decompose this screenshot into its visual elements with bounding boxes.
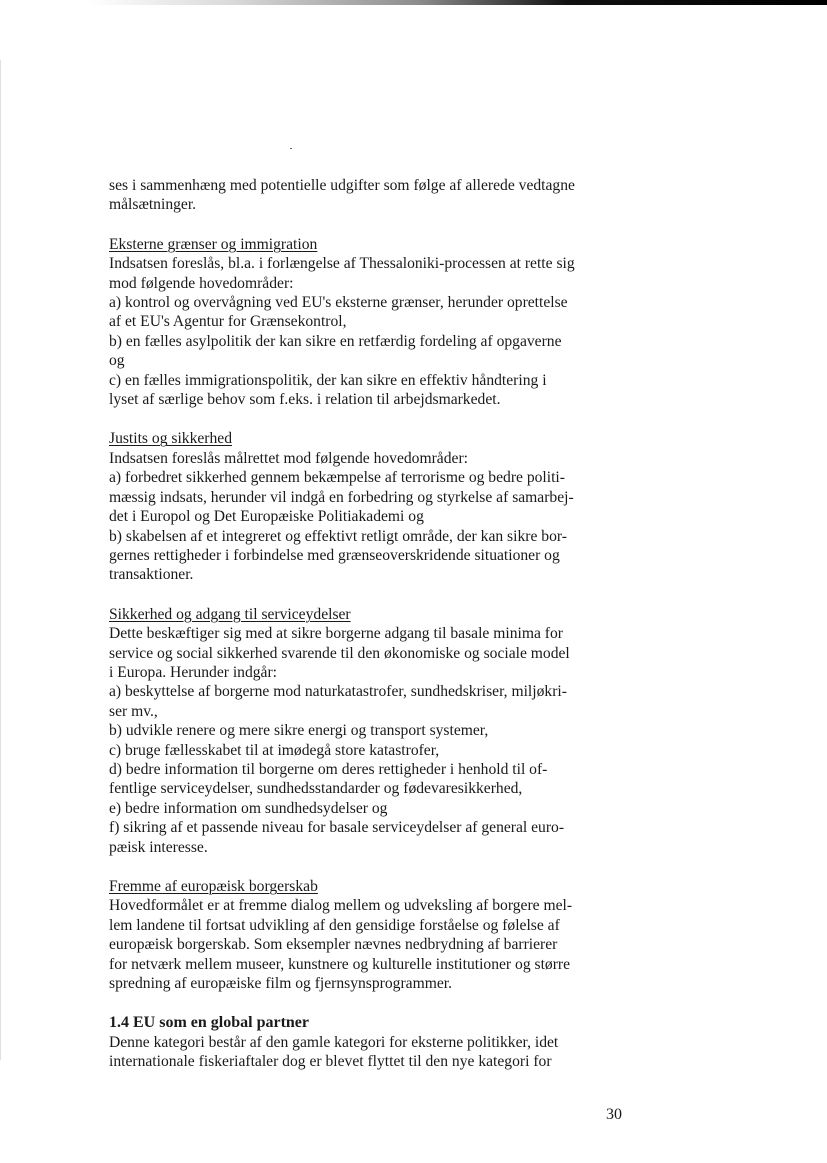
- text-line: og: [109, 352, 125, 370]
- text-line: f) sikring af et passende niveau for basale serviceydelser af general euro-: [109, 819, 565, 837]
- text-line: d) bedre information til borgerne om deres rettigheder i henhold til of-: [109, 760, 548, 778]
- section-european-citizenship: [109, 877, 621, 993]
- text-line: c) bruge fællesskabet til at imødegå store katastrofer,: [109, 741, 440, 759]
- text-line: europæisk borgerskab. Som eksempler nævnes nedbrydning af barrierer: [109, 936, 558, 954]
- chapter-global-partner: [109, 1013, 621, 1071]
- text-line: lem landene til fortsat udvikling af den gensidige forståelse og følelse af: [109, 916, 560, 934]
- text-line: Dette beskæftiger sig med at sikre borgerne adgang til basale minima for: [109, 625, 563, 643]
- section-heading: Fremme af europæisk borgerskab: [109, 878, 318, 895]
- text-line: ser mv.,: [109, 702, 158, 720]
- text-line: b) en fælles asylpolitik der kan sikre en retfærdig fordeling af opgaverne: [109, 332, 562, 350]
- text-line: gernes rettigheder i forbindelse med grænseoverskridende situationer og: [109, 546, 560, 564]
- text-line: b) udvikle renere og mere sikre energi og transport systemer,: [109, 722, 489, 740]
- text-line: af et EU's Agentur for Grænsekontrol,: [109, 313, 347, 331]
- text-line: service og social sikkerhed svarende til den økonomiske og sociale model: [109, 644, 570, 662]
- scan-artifact-top: [85, 0, 827, 5]
- section-security-services: [109, 605, 621, 857]
- page-number: 30: [606, 1106, 622, 1123]
- text-line: a) beskyttelse af borgerne mod naturkatastrofer, sundhedskriser, miljøkri-: [109, 683, 567, 701]
- text-line: b) skabelsen af et integreret og effektivt retligt område, der kan sikre bor-: [109, 527, 567, 545]
- text-line: internationale fiskeriaftaler dog er blevet flyttet til den nye kategori for: [109, 1053, 552, 1071]
- section-heading: Eksterne grænser og immigration: [109, 235, 318, 253]
- intro-paragraph: [109, 176, 621, 215]
- text-line: transaktioner.: [109, 566, 194, 584]
- text-line: Indsatsen foreslås målrettet mod følgende hovedområder:: [109, 449, 468, 467]
- text-line: pæisk interesse.: [109, 838, 208, 856]
- text-line: ses i sammenhæng med potentielle udgifter som følge af allerede vedtagne: [109, 177, 575, 194]
- section-heading: Justits og sikkerhed: [109, 430, 233, 448]
- text-line: lyset af særlige behov som f.eks. i relation til arbejdsmarkedet.: [109, 391, 501, 409]
- text-line: a) forbedret sikkerhed gennem bekæmpelse af terrorisme og bedre politi-: [109, 469, 565, 487]
- text-line: Hovedformålet er at fremme dialog mellem og udveksling af borgere mel-: [109, 897, 573, 915]
- scan-artifact-left-edge: [0, 60, 1, 1060]
- text-line: for netværk mellem museer, kunstnere og kulturelle institutioner og større: [109, 955, 571, 973]
- text-line: e) bedre information om sundhedsydelser og: [109, 799, 388, 817]
- text-line: i Europa. Herunder indgår:: [109, 663, 278, 681]
- text-line: Indsatsen foreslås, bl.a. i forlængelse af Thessaloniki-processen at rette sig: [109, 255, 575, 273]
- text-line: Denne kategori består af den gamle kategori for eksterne politikker, idet: [109, 1033, 559, 1051]
- text-line: fentlige serviceydelser, sundhedsstandarder og fødevaresikkerhed,: [109, 780, 523, 798]
- text-line: c) en fælles immigrationspolitik, der kan sikre en effektiv håndtering i: [109, 371, 547, 389]
- chapter-title: 1.4 EU som en global partner: [109, 1014, 309, 1032]
- text-line: mæssig indsats, herunder vil indgå en forbedring og styrkelse af samarbej-: [109, 488, 574, 506]
- text-line: a) kontrol og overvågning ved EU's eksterne grænser, herunder oprettelse: [109, 294, 568, 312]
- text-line: målsætninger.: [109, 196, 197, 214]
- section-heading: Sikkerhed og adgang til serviceydelser: [109, 605, 351, 623]
- document-body: [109, 176, 621, 1072]
- section-external-borders: [109, 235, 621, 410]
- section-justice-security: [109, 429, 621, 584]
- text-line: spredning af europæiske film og fjernsynsprogrammer.: [109, 975, 452, 993]
- text-line: det i Europol og Det Europæiske Politiakademi og: [109, 508, 424, 526]
- text-line: mod følgende hovedområder:: [109, 274, 294, 292]
- scan-speck: [290, 148, 292, 149]
